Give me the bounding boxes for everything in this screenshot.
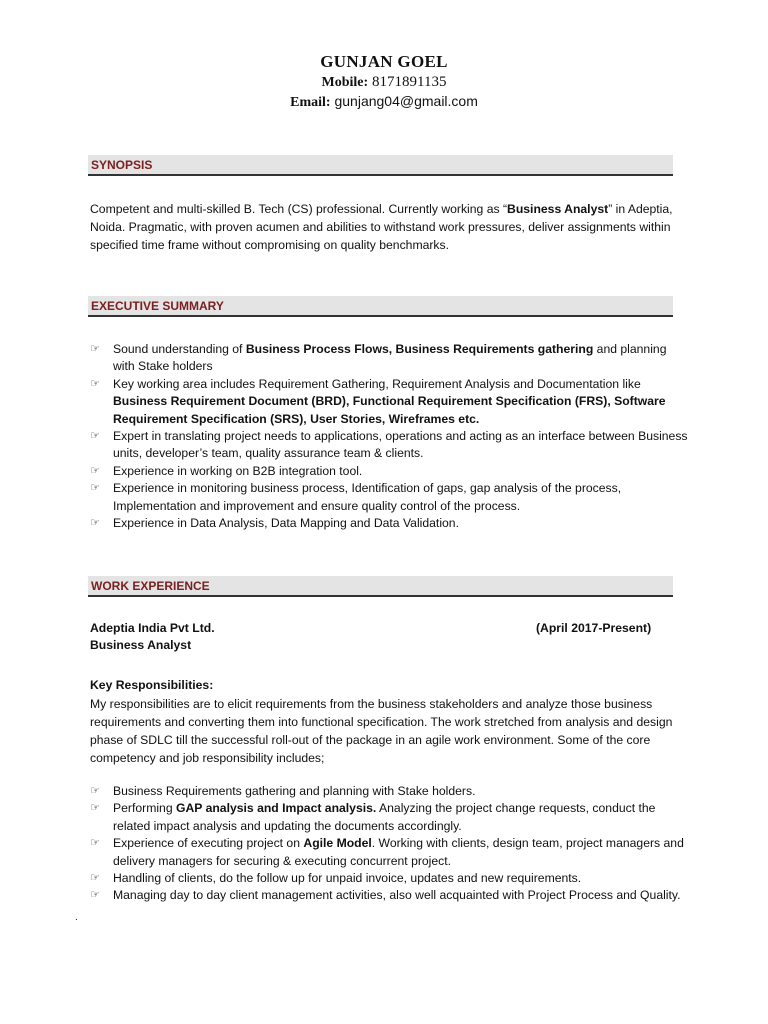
email-line	[0, 92, 768, 112]
job-heading	[90, 620, 655, 637]
list-item: ☞ Experience in monitoring business process, Identification of gaps, gap analysis of the process, Implementation and improvement and ensure quality control of the process.	[88, 480, 688, 515]
section-header-executive-summary	[88, 296, 673, 317]
pointing-hand-bullet-icon: ☞	[90, 377, 100, 390]
pointing-hand-bullet-icon: ☞	[90, 517, 100, 530]
list-item: ☞ Experience in Data Analysis, Data Mapping and Data Validation.	[88, 515, 688, 532]
key-responsibilities-label: Key Responsibilities:	[90, 678, 214, 692]
pointing-hand-bullet-icon: ☞	[90, 837, 100, 850]
section-title: WORK EXPERIENCE	[91, 579, 210, 593]
stray-mark: .	[75, 912, 78, 923]
responsibilities-intro: My responsibilities are to elicit requirements from the business stakeholders and analyze those business requirements and converting them into functional specification. The work stretched from analysis and design phase of SDLC till the successful roll-out of the package in an agile work environment. Some of the core competency and job responsibility includes;	[90, 697, 673, 765]
company-name: Adeptia India Pvt Ltd.	[90, 621, 215, 635]
mobile-line	[0, 72, 768, 92]
section-header-work-experience	[88, 576, 673, 597]
pointing-hand-bullet-icon: ☞	[90, 785, 100, 797]
responsibilities-list	[88, 783, 688, 905]
section-header-synopsis	[88, 155, 673, 176]
list-item: ☞ Business Requirements gathering and planning with Stake holders.	[88, 783, 688, 800]
job-period: (April 2017-Present)	[536, 621, 652, 635]
pointing-hand-bullet-icon: ☞	[90, 430, 100, 443]
list-item: ☞ Handling of clients, do the follow up for unpaid invoice, updates and new requirements.	[88, 870, 688, 887]
resume-header	[0, 52, 768, 112]
pointing-hand-bullet-icon: ☞	[90, 802, 100, 815]
list-item: ☞ Experience of executing project on Agile Model. Working with clients, design team, project managers and delivery managers for securing & executing concurrent project.	[88, 835, 688, 870]
mobile-value: 8171891135	[372, 74, 447, 90]
section-title: EXECUTIVE SUMMARY	[91, 299, 224, 313]
list-item: ☞ Expert in translating project needs to applications, operations and acting as an interface between Business units, developer’s team, quality assurance team & clients.	[88, 428, 688, 463]
pointing-hand-bullet-icon: ☞	[90, 872, 100, 885]
email-label: Email:	[290, 95, 331, 110]
job-role: Business Analyst	[90, 638, 192, 652]
section-title: SYNOPSIS	[91, 158, 153, 172]
executive-summary-list	[88, 341, 688, 532]
list-item: ☞ Performing GAP analysis and Impact analysis. Analyzing the project change requests, conduct the related impact analysis and updating the documents accordingly.	[88, 800, 688, 835]
pointing-hand-bullet-icon: ☞	[90, 889, 100, 902]
pointing-hand-bullet-icon: ☞	[90, 482, 100, 495]
list-item: ☞ Sound understanding of Business Process Flows, Business Requirements gathering and planning with Stake holders	[88, 341, 688, 376]
list-item: ☞ Managing day to day client management activities, also well acquainted with Project Process and Quality.	[88, 887, 688, 904]
mobile-label: Mobile:	[321, 75, 369, 90]
candidate-name: GUNJAN GOEL	[320, 52, 448, 71]
email-value: gunjang04@gmail.com	[334, 93, 478, 109]
pointing-hand-bullet-icon: ☞	[90, 343, 100, 355]
pointing-hand-bullet-icon: ☞	[90, 464, 100, 477]
list-item: ☞ Experience in working on B2B integration tool.	[88, 463, 688, 480]
list-item: ☞ Key working area includes Requirement Gathering, Requirement Analysis and Documentation like Business Requirement Document (BRD), Functional Requirement Specification (FRS), Software Requirement Specification (SRS), User Stories, Wireframes etc.	[88, 376, 688, 428]
synopsis-text: Competent and multi-skilled B. Tech (CS) professional. Currently working as “Business Analyst” in Adeptia, Noida. Pragmatic, with proven acumen and abilities to withstand work pressures, deliver assignments within specified time frame without compromising on quality benchmarks.	[90, 202, 673, 252]
